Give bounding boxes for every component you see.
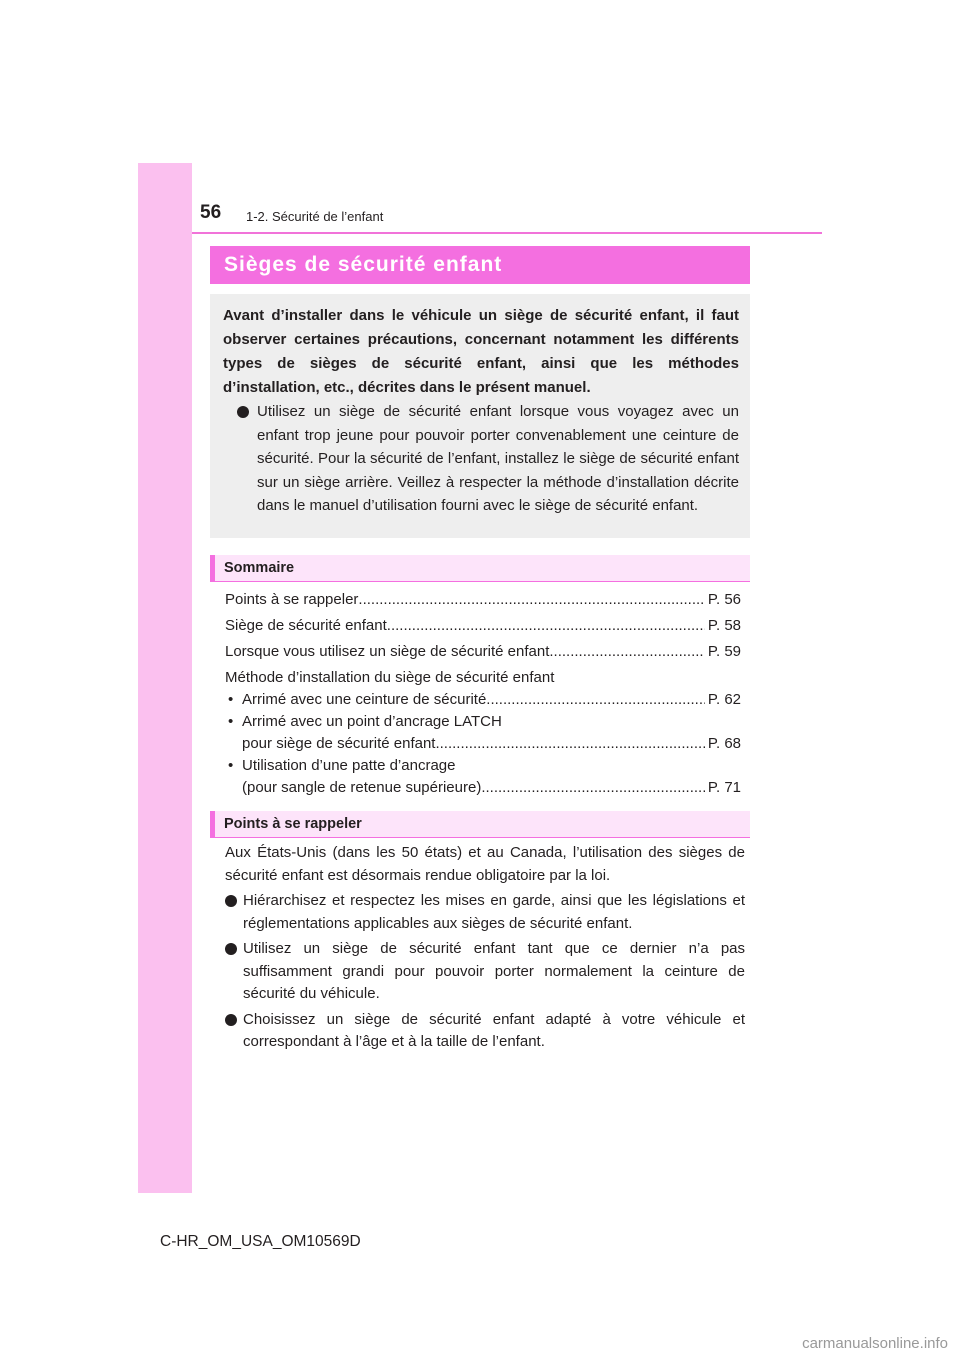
- bullet-icon: •: [228, 757, 234, 774]
- toc-item-lorsque-vous-utilisez[interactable]: Lorsque vous utilisez un siège de sécurité enfant ..... P. 59: [225, 641, 741, 663]
- intro-box: [210, 294, 750, 538]
- chapter-side-tab: [138, 163, 192, 1193]
- bullet-icon: [225, 1014, 237, 1026]
- remember-bullet-3: Choisissez un siège de sécurité enfant adapté à votre véhicule et correspondant à l’âge et à la taille de l’enfant.: [225, 1009, 745, 1054]
- table-of-contents: [225, 589, 741, 799]
- toc-item-patte-line1: • Utilisation d’une patte d’ancrage: [225, 755, 741, 777]
- header-divider: [192, 232, 822, 234]
- remember-heading: Points à se rappeler: [210, 811, 750, 838]
- remember-bullet-2: Utilisez un siège de sécurité enfant tant que ce dernier n’a pas suffisamment grandi pour pouvoir porter normalement la ceinture de sécurité du véhicule.: [225, 938, 745, 1006]
- summary-heading: Sommaire: [210, 555, 750, 582]
- toc-item-ceinture-de-securite[interactable]: • Arrimé avec une ceinture de sécurité ..... P. 62: [225, 689, 741, 711]
- bullet-icon: [225, 943, 237, 955]
- toc-item-patte-d-ancrage[interactable]: (pour sangle de retenue supérieure) ..... P. 71: [225, 777, 741, 799]
- bullet-icon: [237, 406, 249, 418]
- intro-bullet-text: Utilisez un siège de sécurité enfant lorsque vous voyagez avec un enfant trop jeune pour pouvoir porter convenablement une ceinture de sécurité. Pour la sécurité de l’enfant, installez le siège de sécurité enfant sur un siège arrière. Veillez à respecter la méthode d’installation décrite dans le manuel d’utilisation fourni avec le siège de sécurité enfant.: [257, 403, 739, 514]
- page-number: 56: [200, 202, 222, 223]
- toc-item-points-a-se-rappeler[interactable]: Points à se rappeler ..... P. 56: [225, 589, 741, 611]
- watermark: carmanualsonline.info: [802, 1335, 948, 1352]
- toc-item-latch-line1: • Arrimé avec un point d’ancrage LATCH: [225, 711, 741, 733]
- bullet-icon: •: [228, 691, 234, 708]
- remember-body: [225, 842, 745, 1054]
- bullet-icon: [225, 895, 237, 907]
- document-code: C-HR_OM_USA_OM10569D: [160, 1233, 361, 1250]
- toc-item-siege-de-securite-enfant[interactable]: Siège de sécurité enfant ..... P. 58: [225, 615, 741, 637]
- intro-lead-text: Avant d’installer dans le véhicule un siège de sécurité enfant, il faut observer certaines précautions, concernant notamment les différents types de sièges de sécurité enfant, ainsi que les méthodes d’installation, etc., décrites dans le présent manuel.: [223, 307, 739, 396]
- bullet-icon: •: [228, 713, 234, 730]
- page-title: Sièges de sécurité enfant: [210, 246, 750, 284]
- toc-method-title: Méthode d’installation du siège de sécurité enfant: [225, 669, 555, 686]
- section-breadcrumb: 1-2. Sécurité de l’enfant: [246, 209, 384, 224]
- remember-paragraph: Aux États-Unis (dans les 50 états) et au Canada, l’utilisation des sièges de sécurité enfant est désormais rendue obligatoire par la loi.: [225, 844, 745, 884]
- remember-bullet-1: Hiérarchisez et respectez les mises en garde, ainsi que les législations et réglementations applicables aux sièges de sécurité enfant.: [225, 890, 745, 935]
- intro-bullet: [223, 400, 739, 518]
- toc-item-latch[interactable]: pour siège de sécurité enfant ..... P. 68: [225, 733, 741, 755]
